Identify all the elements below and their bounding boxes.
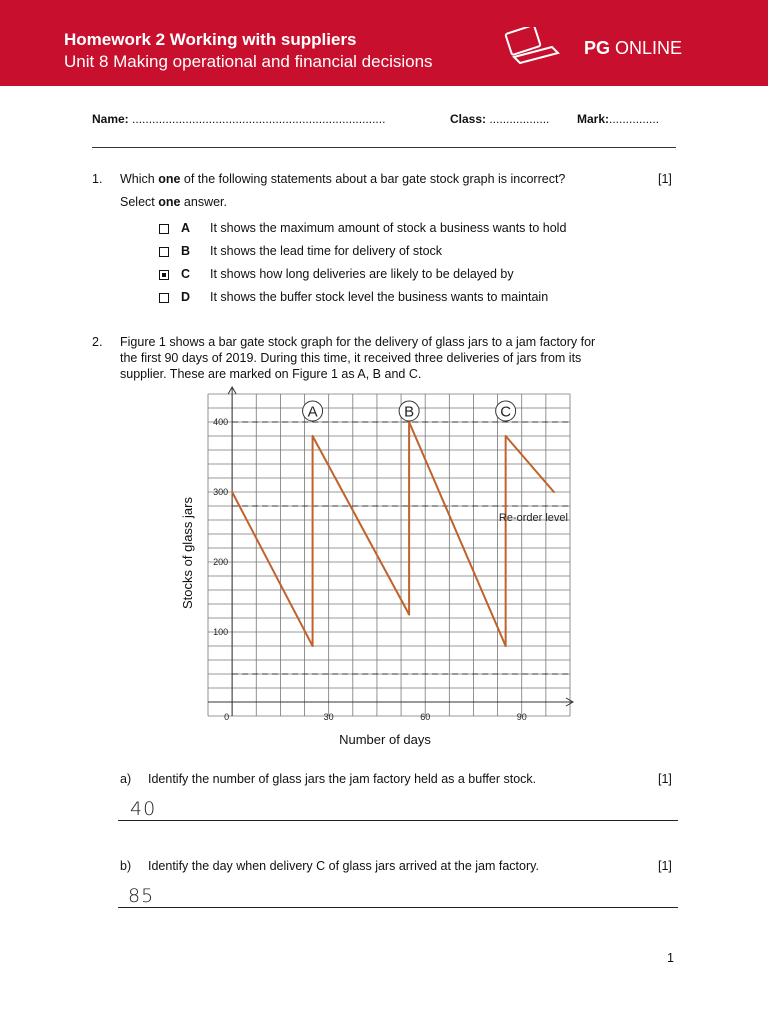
option-text: It shows the maximum amount of stock a business wants to hold: [210, 221, 567, 235]
y-axis-title: Stocks of glass jars: [180, 497, 195, 609]
q1-instruction: Select one answer.: [120, 195, 228, 209]
q2-text-line-1: Figure 1 shows a bar gate stock graph for the delivery of glass jars to a jam factory for: [120, 335, 596, 349]
q1-number: 1.: [92, 172, 103, 186]
q2a-answer-line: [118, 820, 678, 821]
q2b-label: b): [120, 859, 132, 873]
option-text: It shows the lead time for delivery of stock: [210, 244, 443, 258]
q1-marks: [1]: [658, 172, 672, 186]
x-axis-title: Number of days: [339, 732, 431, 747]
x-tick-label: 60: [420, 712, 431, 722]
page-number: 1: [667, 951, 674, 965]
header-banner: [0, 0, 768, 86]
q2-text-line-2: the first 90 days of 2019. During this time, it received three deliveries of jars from its: [120, 351, 582, 365]
option-letter: C: [181, 267, 191, 281]
bar-gate-stock-chart: [0, 380, 768, 760]
y-tick-label: 200: [213, 557, 229, 567]
y-tick-label: 400: [213, 417, 229, 427]
mark-field: Mark:...............: [577, 112, 660, 126]
name-field: Name: ............................................................................: [92, 112, 386, 126]
stock-line-segment: [313, 436, 410, 615]
q2a-answer[interactable]: 40: [130, 798, 157, 820]
chart-grid: [208, 394, 570, 716]
q2a-label: a): [120, 772, 132, 786]
q2b-marks: [1]: [658, 859, 672, 873]
y-tick-label: 300: [213, 487, 229, 497]
x-tick-label: 30: [323, 712, 334, 722]
brand-logo: PG ONLINE: [584, 38, 683, 58]
y-tick-label: 100: [213, 627, 229, 637]
checked-checkbox-icon[interactable]: [159, 270, 169, 280]
checkbox-icon[interactable]: [159, 224, 169, 234]
checkbox-icon[interactable]: [159, 293, 169, 303]
x-tick-label: 90: [516, 712, 527, 722]
document-title: Homework 2 Working with suppliers: [64, 30, 357, 49]
q2b-answer[interactable]: 85: [128, 885, 155, 907]
delivery-label-c: C: [500, 403, 512, 421]
option-text: It shows the buffer stock level the business wants to maintain: [210, 290, 549, 304]
reorder-level-label: Re-order level: [498, 512, 568, 524]
q2b-answer-line: [118, 907, 678, 908]
delivery-label-b: B: [404, 403, 415, 421]
x-tick-label: 0: [224, 712, 230, 722]
q2-text-line-3: supplier. These are marked on Figure 1 as A, B and C.: [120, 367, 422, 381]
header-divider: [92, 147, 676, 148]
option-letter: D: [181, 290, 191, 304]
option-text: It shows how long deliveries are likely to be delayed by: [210, 267, 514, 281]
q2a-marks: [1]: [658, 772, 672, 786]
q1-text: Which one of the following statements about a bar gate stock graph is incorrect?: [120, 172, 566, 186]
q2a-text: Identify the number of glass jars the jam factory held as a buffer stock.: [148, 772, 537, 786]
delivery-label-a: A: [307, 403, 318, 421]
stock-line-segment: [232, 492, 312, 646]
q2b-text: Identify the day when delivery C of glass jars arrived at the jam factory.: [148, 859, 539, 873]
document-subtitle: Unit 8 Making operational and financial decisions: [64, 52, 433, 71]
checkbox-icon[interactable]: [159, 247, 169, 257]
q2-number: 2.: [92, 335, 103, 349]
chart-labels: [180, 401, 568, 747]
class-field: Class: ..................: [450, 112, 550, 126]
option-letter: B: [181, 244, 191, 258]
option-letter: A: [181, 221, 191, 235]
